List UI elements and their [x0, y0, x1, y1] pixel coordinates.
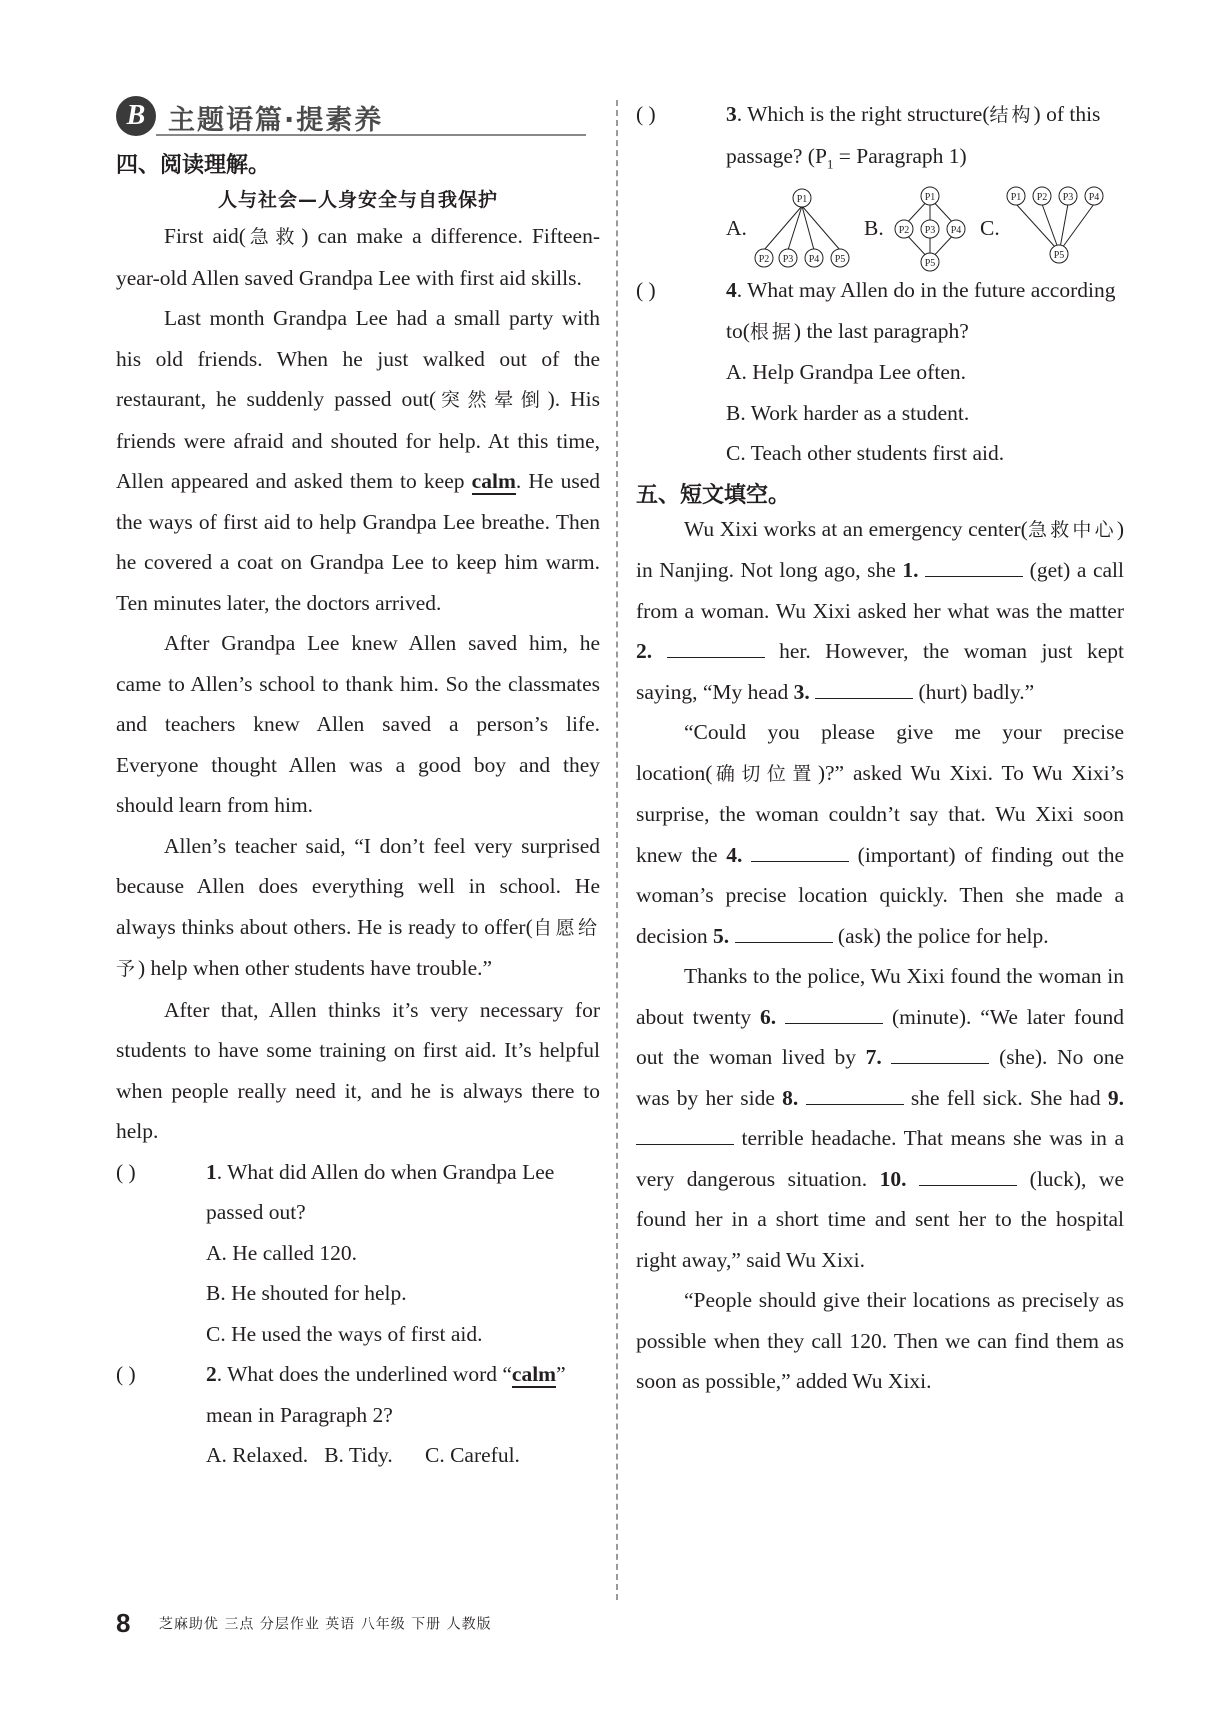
svg-text:P4: P4	[1088, 192, 1100, 204]
svg-text:P5: P5	[1053, 250, 1065, 262]
node-p2: P2	[758, 254, 770, 266]
option-a-label: A.	[726, 216, 747, 241]
structure-diagram-b	[888, 186, 972, 272]
paragraph-1: First aid(急救) can make a difference. Fifteen-year-old Allen saved Grandpa Lee with first aid skills.	[116, 224, 600, 290]
node-p1: P1	[796, 194, 808, 206]
cloze-paragraph-1: Wu Xixi works at an emergency center(急救中心) in Nanjing. Not long ago, she 1. (get) a call from a woman. Wu Xixi asked her what was the matter 2. her. However, the woman just kept saying, “My head 3. (hurt) badly.”	[636, 516, 1124, 704]
paragraph-5: After that, Allen thinks it’s very necessary for students to have some training on first aid. It’s helpful when people really need it, and he is always there to help.	[116, 997, 600, 1143]
question-4: ( ) 4. What may Allen do in the future according to(根据) the last paragraph? A. Help Grandpa Lee often. B. Work harder as a student. C. Teach other students first aid.	[636, 270, 1124, 474]
blank-10[interactable]	[919, 1163, 1017, 1186]
cloze-paragraph-3: Thanks to the police, Wu Xixi found the woman in about twenty 6. (minute). “We later found out the woman lived by 7. (she). No one was by her side 8. she fell sick. She had 9. terrible headache. That means she was in a very dangerous situation. 10. (luck), we found her in a short time and sent her to the hospital right away,” said Wu Xixi.	[636, 964, 1125, 1272]
page-footer	[116, 1608, 492, 1639]
cloze-paragraph-4: “People should give their locations as precisely as possible when they call 120. Then we can find them as soon as possible,” added Wu Xixi.	[636, 1288, 1124, 1394]
svg-text:P2: P2	[898, 225, 910, 237]
svg-text:P3: P3	[1062, 192, 1074, 204]
node-p3: P3	[782, 254, 794, 266]
blank-6[interactable]	[785, 1001, 883, 1024]
blank-3[interactable]	[815, 676, 913, 699]
blank-5[interactable]	[735, 920, 833, 943]
svg-text:P5: P5	[924, 258, 936, 270]
section-title: 主题语篇·提素养	[168, 105, 384, 136]
node-p4: P4	[808, 254, 820, 266]
option-b: B. He shouted for help.	[206, 1281, 407, 1305]
page-number: 8	[116, 1608, 131, 1638]
node-p5: P5	[834, 254, 846, 266]
answer-bracket[interactable]: ( )	[116, 1362, 136, 1386]
section-banner	[116, 96, 586, 140]
question-1: ( ) 1. What did Allen do when Grandpa Lee passed out? A. He called 120. B. He shouted for help. C. He used the ways of first aid.	[116, 1152, 600, 1355]
column-divider	[616, 100, 618, 1600]
option-a: A. Help Grandpa Lee often.	[726, 360, 966, 385]
svg-text:P1: P1	[924, 192, 936, 204]
section-5-heading: 五、短文填空。	[636, 482, 791, 508]
right-column	[636, 94, 1124, 1402]
paragraph-2: Last month Grandpa Lee had a small party with his old friends. When he just walked out of the restaurant, he suddenly passed out(突然晕倒). His friends were afraid and shouted for help. At this time, Allen appeared and asked them to keep calm. He used the ways of first aid to help Grandpa Lee breathe. Then he covered a coat on Grandpa Lee to keep him warm. Ten minutes later, the doctors arrived.	[116, 306, 601, 615]
answer-bracket[interactable]: ( )	[636, 278, 656, 303]
structure-diagram-c	[1004, 186, 1116, 266]
svg-text:P2: P2	[1036, 192, 1048, 204]
blank-1[interactable]	[925, 554, 1023, 577]
footer-text: 芝麻助优 三点 分层作业 英语 八年级 下册 人教版	[158, 1616, 492, 1633]
answer-bracket[interactable]: ( )	[116, 1159, 136, 1184]
structure-options	[726, 188, 1124, 270]
cloze-paragraph-2: “Could you please give me your precise location(确切位置)?” asked Wu Xixi. To Wu Xixi’s surprise, the woman couldn’t say that. Wu Xixi soon knew the 4. (important) of finding out the woman’s precise location quickly. Then she made a decision 5. (ask) the police for help.	[636, 720, 1125, 948]
blank-2[interactable]	[667, 635, 765, 658]
blank-4[interactable]	[751, 839, 849, 862]
answer-bracket[interactable]: ( )	[636, 102, 656, 126]
question-2: ( ) 2. What does the underlined word “calm” mean in Paragraph 2? A. Relaxed. B. Tidy. C. Careful.	[116, 1354, 600, 1476]
paragraph-4: Allen’s teacher said, “I don’t feel very surprised because Allen does everything well in school. He always thinks about others. He is ready to offer(自愿给予) help when other students have trouble.”	[116, 833, 600, 980]
blank-7[interactable]	[891, 1041, 989, 1064]
left-column	[116, 148, 600, 1476]
section-4-heading: 四、阅读理解。	[116, 153, 271, 178]
blank-8[interactable]	[806, 1082, 904, 1105]
banner-underline	[156, 134, 586, 136]
svg-text:P3: P3	[924, 225, 936, 237]
paragraph-3: After Grandpa Lee knew Allen saved him, he came to Allen’s school to thank him. So the classmates and teachers knew Allen saved a person’s life. Everyone thought Allen was a good boy and they should learn from him.	[116, 631, 600, 817]
blank-9[interactable]	[636, 1122, 734, 1145]
svg-text:P1: P1	[1010, 192, 1022, 204]
question-3: ( ) 3. Which is the right structure(结构) of this passage? ($P_1$ = Paragraph 1) A. P1 P2 P3 P4 P5 B. P1 P2 P3 P4 P5 C. P1 P2 P3 P4 P5	[636, 94, 1124, 270]
option-c: C. Teach other students first aid.	[726, 441, 1005, 466]
passage-subtitle: 人与社会—人身安全与自我保护	[217, 189, 498, 211]
option-c: C. He used the ways of first aid.	[206, 1321, 483, 1346]
svg-text:P4: P4	[950, 225, 962, 237]
option-b-label: B.	[864, 216, 884, 241]
section-b-badge: B	[116, 96, 156, 136]
option-c-label: C.	[980, 216, 1000, 241]
options-line: A. Relaxed. B. Tidy. C. Careful.	[206, 1443, 520, 1467]
option-a: A. He called 120.	[206, 1240, 358, 1265]
option-b: B. Work harder as a student.	[726, 400, 970, 425]
underlined-word-calm: calm	[471, 469, 516, 493]
structure-diagram-a	[750, 188, 854, 270]
